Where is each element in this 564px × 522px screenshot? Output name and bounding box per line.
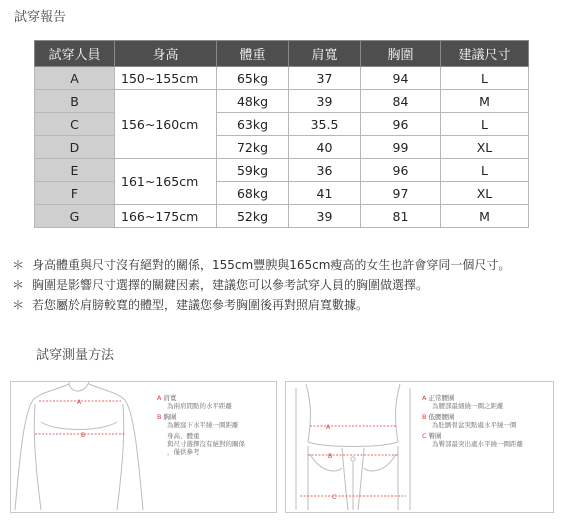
weight-cell: 59kg [217,159,289,182]
legend-name: 臀圍 [428,432,442,440]
page-title: 試穿報告 [14,10,67,25]
chest-cell: 84 [361,90,441,113]
column-header: 體重 [217,41,289,67]
column-header: 建議尺寸 [441,41,529,67]
extra-title: 身高、體重 [167,432,200,440]
size-cell: L [441,67,529,90]
measure-title: 試穿測量方法 [36,348,115,363]
shoulder-cell: 37 [289,67,361,90]
column-header: 身高 [115,41,217,67]
note-item [12,275,510,295]
shoulder-cell: 41 [289,182,361,205]
tester-cell: C [35,113,115,136]
weight-cell: 68kg [217,182,289,205]
legend-name: 正常腰圍 [428,394,455,402]
legend-item [422,432,523,448]
shoulder-cell: 40 [289,136,361,159]
legend-name: 胸圍 [163,413,177,421]
body-outline [296,384,410,510]
legend-desc: 為臀部最突出處水平繞一圈距離 [432,440,523,448]
note-text: 身高體重與尺寸沒有絕對的關係，155cm豐腴與165cm瘦高的女生也許會穿同一個尺寸。 [32,258,511,272]
weight-cell: 72kg [217,136,289,159]
shoulder-cell: 35.5 [289,113,361,136]
legend-item [157,394,245,410]
legend-letter: A [422,394,427,402]
height-cell: 156~160cm [115,90,217,159]
asterisk-icon: ＊ [12,298,25,312]
tester-cell: E [35,159,115,182]
size-table [34,40,529,228]
column-header: 肩寬 [289,41,361,67]
tester-cell: A [35,67,115,90]
height-cell: 150~155cm [115,67,217,90]
legend-name: 肩寬 [163,394,177,402]
label-c: C [332,494,337,501]
tester-cell: F [35,182,115,205]
weight-cell: 63kg [217,113,289,136]
size-cell: L [441,159,529,182]
note-text: 若您屬於肩膀較寬的體型，建議您參考胸圍後再對照肩寬數據。 [32,298,369,312]
chest-cell: 96 [361,113,441,136]
note-text: 胸圍是影響尺寸選擇的關鍵因素，建議您可以參考試穿人員的胸圍做選擇。 [32,278,429,292]
weight-cell: 65kg [217,67,289,90]
table-row [35,205,529,228]
bottom-measure-panel [285,381,554,513]
extra-desc: 與尺寸選擇沒有絕對的關係 [167,440,245,448]
weight-cell: 48kg [217,90,289,113]
legend-desc: 為腋窩下水平繞一圈距離 [167,421,239,429]
table-row [35,159,529,182]
chest-cell: 94 [361,67,441,90]
table-row [35,113,529,136]
legend-letter: B [157,413,162,421]
legend-item [422,413,523,429]
weight-cell: 52kg [217,205,289,228]
size-cell: XL [441,182,529,205]
column-header: 胸圍 [361,41,441,67]
size-cell: L [441,113,529,136]
label-b: B [328,453,333,460]
legend-desc: 為兩肩間點的水平距離 [167,402,232,410]
label-a: A [77,399,82,406]
shoulder-cell: 39 [289,205,361,228]
legend-name: 低腰腰圍 [428,413,455,421]
label-a: A [326,424,331,431]
shoulder-cell: 36 [289,159,361,182]
chest-cell: 96 [361,159,441,182]
height-cell: 166~175cm [115,205,217,228]
height-cell: 161~165cm [115,159,217,205]
label-b: B [81,432,86,439]
extra-desc: ，僅供參考 [167,448,200,456]
size-cell: XL [441,136,529,159]
asterisk-icon: ＊ [12,278,25,292]
asterisk-icon: ＊ [12,258,25,272]
top-body-illustration [11,382,151,512]
legend-item [157,413,245,429]
legend-letter: B [422,413,427,421]
column-header: 試穿人員 [35,41,115,67]
tester-cell: B [35,90,115,113]
table-row [35,136,529,159]
table-row [35,67,529,90]
legend-item [422,394,523,410]
tester-cell: G [35,205,115,228]
legend-letter: C [422,432,427,440]
bottom-legend [422,394,523,451]
note-item [12,255,510,275]
table-header-row [35,41,529,67]
top-legend [157,394,245,459]
top-measure-panel [10,381,277,513]
note-item [12,295,510,315]
chest-cell: 81 [361,205,441,228]
size-cell: M [441,205,529,228]
legend-desc: 為腰部最細繞一圈之距離 [432,402,504,410]
legend-extra [157,432,245,456]
table-row [35,182,529,205]
notes-list [12,255,510,315]
chest-cell: 99 [361,136,441,159]
chest-cell: 97 [361,182,441,205]
legend-letter: A [157,394,162,402]
legend-desc: 為肚臍骨盆突點處水平繞一圈 [432,421,517,429]
shoulder-cell: 39 [289,90,361,113]
tester-cell: D [35,136,115,159]
bottom-body-illustration [286,382,421,512]
table-row [35,90,529,113]
size-cell: M [441,90,529,113]
